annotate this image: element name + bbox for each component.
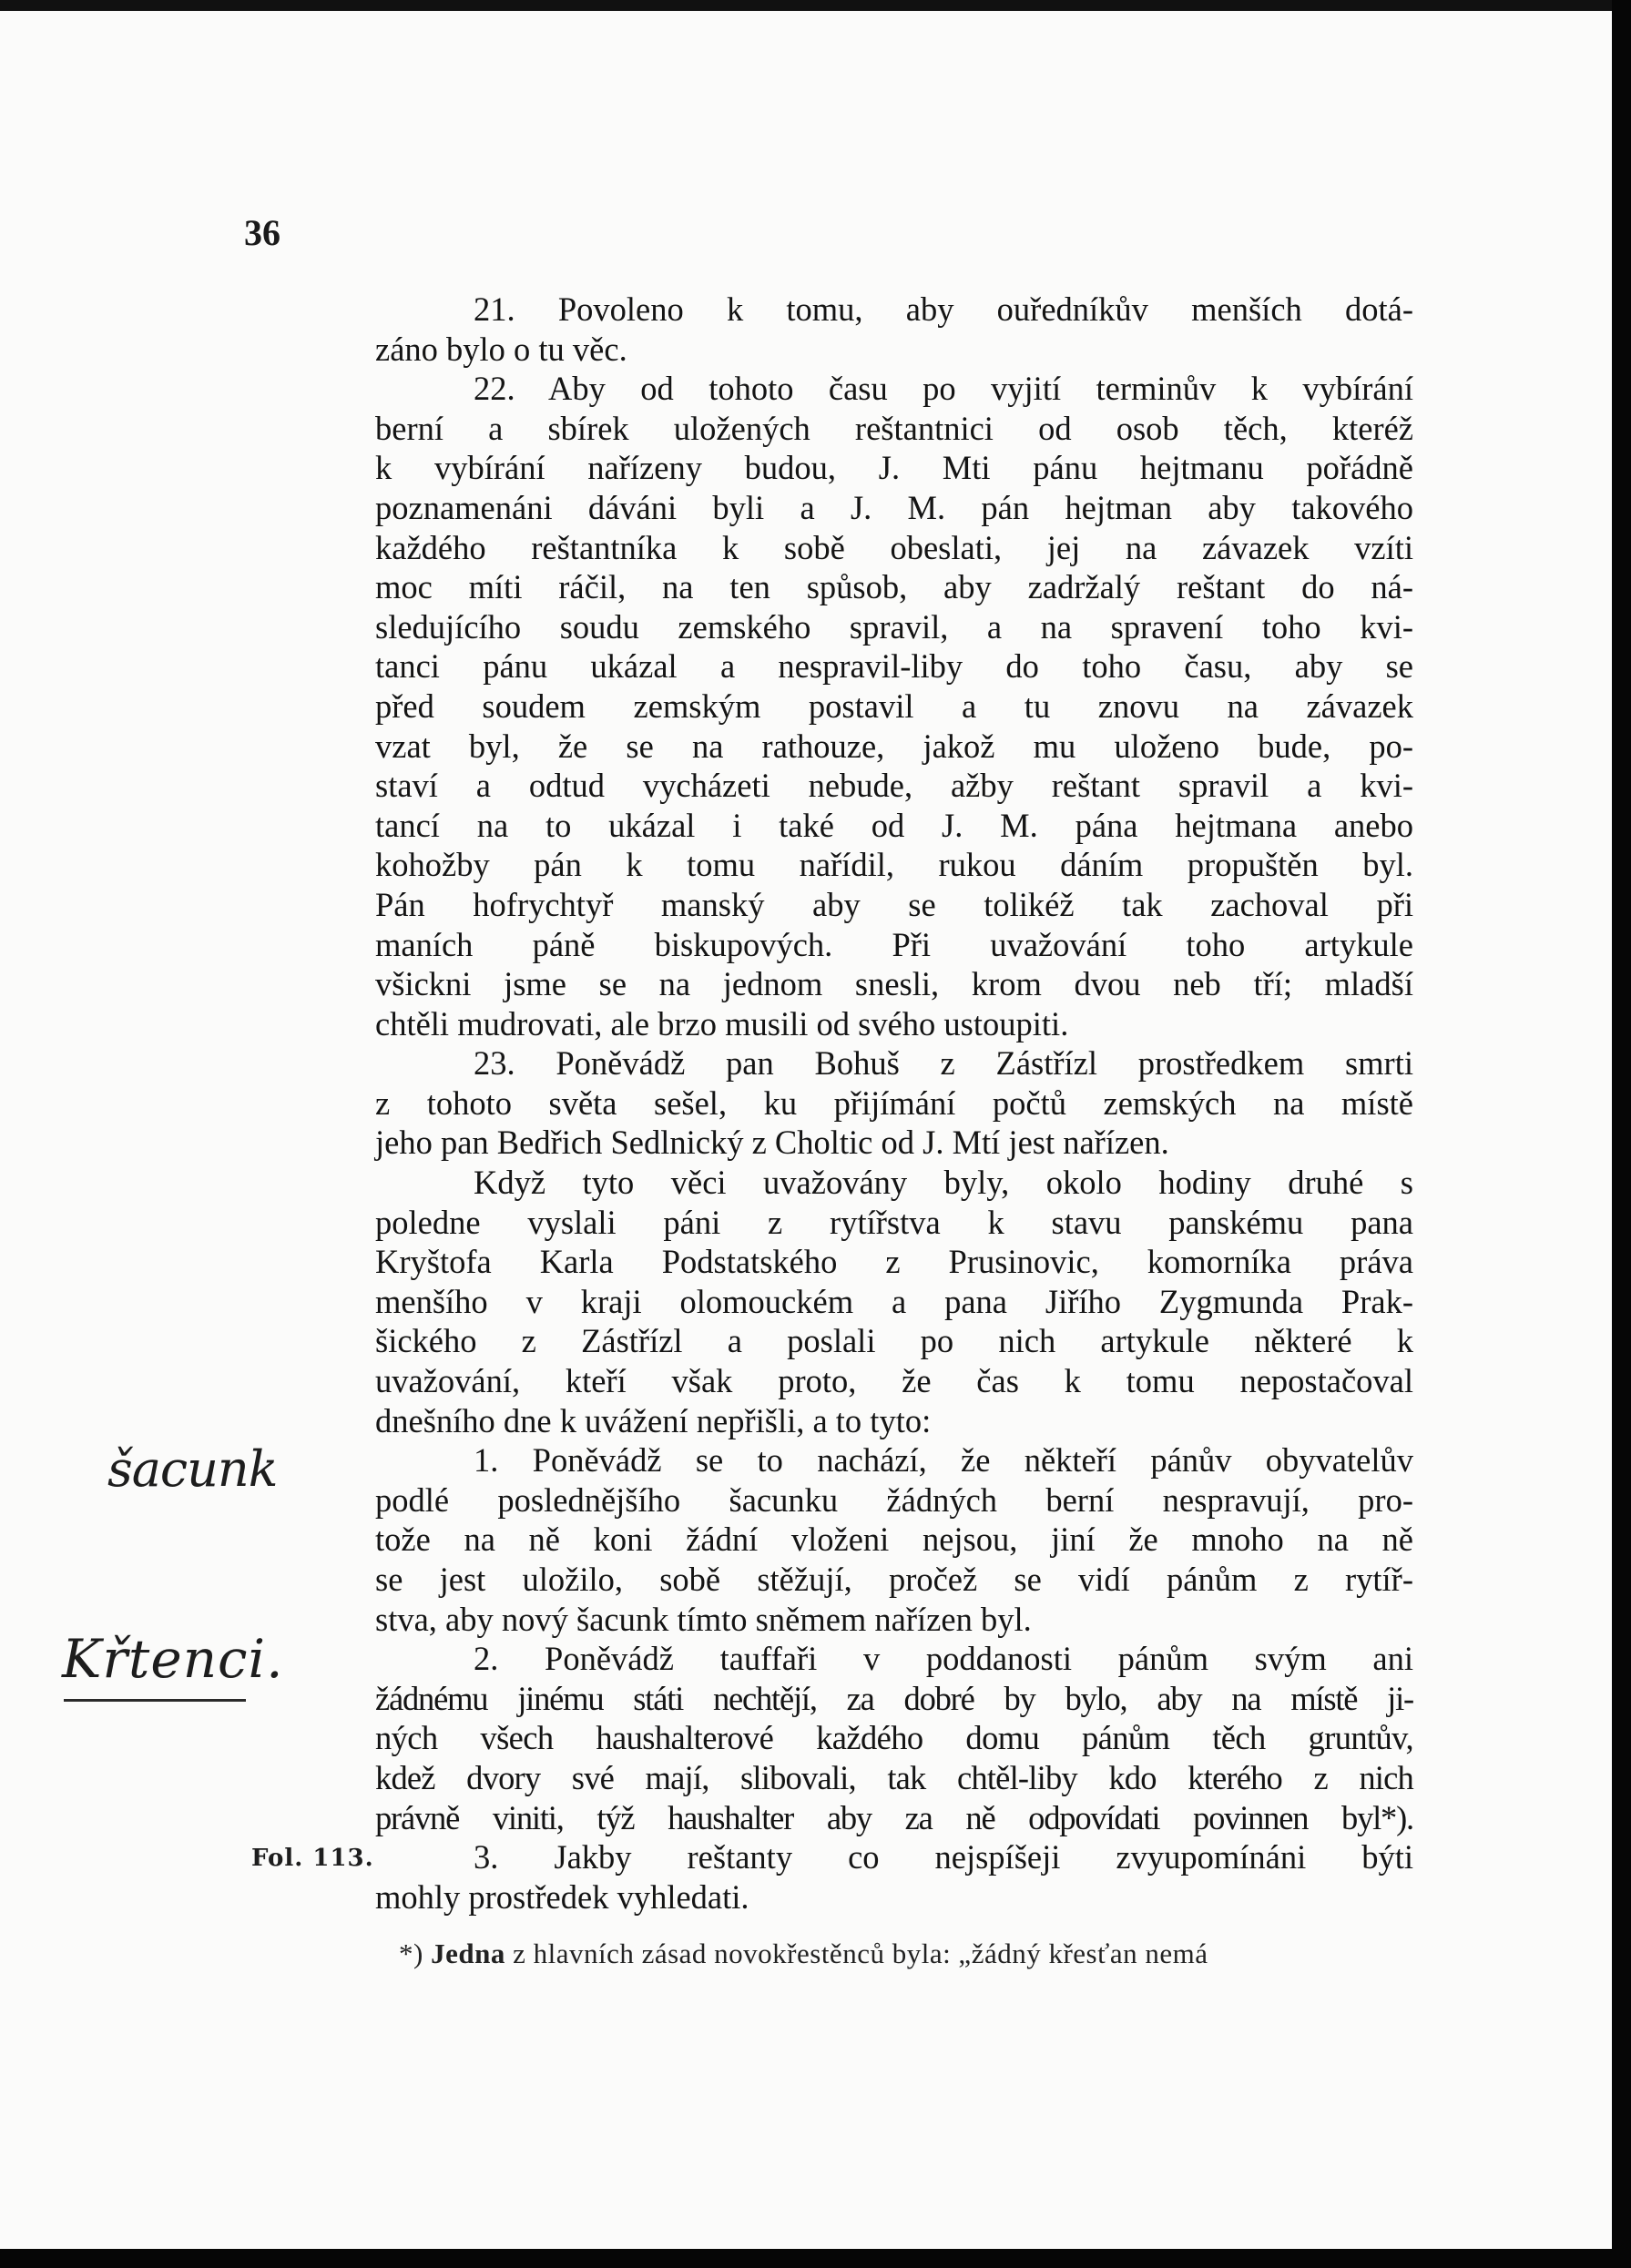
text-line: žádnému jinému státi nechtějí, za dobré by bylo, aby na místě ji-: [375, 1679, 1413, 1717]
text-line: moc míti ráčil, na ten spůsob, aby zadržalý reštant do ná-: [375, 568, 1413, 606]
text-line: vzat byl, že se na rathouze, jakož mu uloženo bude, po-: [375, 727, 1413, 765]
text-line: všickni jsme se na jednom snesli, krom dvou neb tří; mladší: [375, 965, 1413, 1003]
footnote-text: z hlavních zásad novokřestěnců byla: „žádný křesťan nemá: [513, 1937, 1208, 1969]
text-line: poledne vyslali páni z rytířstva k stavu panskému pana: [375, 1203, 1413, 1241]
handwritten-underline: [64, 1699, 246, 1702]
paragraph-23: [375, 1043, 1413, 1163]
text-line: Kryštofa Karla Podstatského z Prusinovic, komorníka práva: [375, 1243, 1413, 1281]
text-line: staví a odtud vycházeti nebude, ažby reštant spravil a kvi-: [375, 767, 1413, 805]
text-line: stva, aby nový šacunk tímto sněmem nařízen byl.: [375, 1600, 1032, 1638]
margin-note-sacunk: šacunk: [107, 1440, 278, 1498]
body-text: [375, 290, 1413, 1917]
text-line: před soudem zemským postavil a tu znovu na závazek: [375, 687, 1413, 725]
text-line: kohožby pán k tomu nařídil, rukou dáním propuštěn byl.: [375, 846, 1413, 884]
text-line: 21. Povoleno k tomu, aby ouředníkův menších dotá-: [474, 290, 1413, 328]
article-3: [375, 1837, 1413, 1917]
margin-note-folio: Fol. 113.: [251, 1845, 374, 1872]
text-line: jeho pan Bedřich Sedlnický z Choltic od J. Mtí jest nařízen.: [375, 1124, 1169, 1162]
scan-top-edge: [0, 0, 1612, 11]
text-line: uvažování, kteří však proto, že čas k tomu nepostačoval: [375, 1362, 1413, 1400]
margin-note-krtenci: Křtenci.: [62, 1628, 284, 1690]
text-line: tože na ně koni žádní vloženi nejsou, jiní že mnoho na ně: [375, 1520, 1413, 1559]
text-line: maních páně biskupových. Při uvažování toho artykule: [375, 925, 1413, 963]
text-line: k vybírání nařízeny budou, J. Mti pánu hejtmanu pořádně: [375, 449, 1413, 487]
text-line: 23. Poněvádž pan Bohuš z Zástřízl prostředkem smrti: [474, 1044, 1413, 1083]
text-line: Pán hofrychtyř manský aby se tolikéž tak zachoval při: [375, 885, 1413, 923]
text-line: menšího v kraji olomouckém a pana Jiřího Zygmunda Prak-: [375, 1282, 1413, 1320]
text-line: záno bylo o tu věc.: [375, 330, 627, 368]
text-line: z tohoto světa sešel, ku přijímání počtů zemských na místě: [375, 1083, 1413, 1122]
paragraph-21: [375, 290, 1413, 369]
footnote: [399, 1937, 1410, 1970]
text-line: každého reštantníka k sobě obeslati, jej na závazek vzíti: [375, 528, 1413, 566]
text-line: mohly prostředek vyhledati.: [375, 1877, 749, 1916]
text-line: právně viniti, týž haushalter aby za ně odpovídati povinnen byl*).: [375, 1798, 1413, 1836]
text-line: tanci pánu ukázal a nespravil-liby do toho času, aby se: [375, 647, 1413, 686]
text-line: sledujícího soudu zemského spravil, a na spravení toho kvi-: [375, 607, 1413, 646]
paragraph-kdyz: [375, 1163, 1413, 1440]
footnote-lead: Jedna: [431, 1937, 505, 1969]
text-line: se jest uložilo, sobě stěžují, pročež se vidí pánům z rytíř-: [375, 1561, 1413, 1598]
text-line: 2. Poněvádž tauffaři v poddanosti pánům svým ani: [474, 1640, 1413, 1678]
text-line: kdež dvory své mají, slibovali, tak chtěl-liby kdo kterého z nich: [375, 1758, 1413, 1796]
text-line: 3. Jakby reštanty co nejspíšeji zvyupomínáni býti: [474, 1838, 1413, 1876]
text-line: ných všech haushalterové každého domu pánům těch gruntův,: [375, 1719, 1413, 1757]
paragraph-22: [375, 369, 1413, 1043]
text-line: tancí na to ukázal i také od J. M. pána hejtmana anebo: [375, 806, 1413, 844]
text-line: podlé poslednějšího šacunku žádných berní nespravují, pro-: [375, 1480, 1413, 1519]
text-line: chtěli mudrovati, ale brzo musili od svého ustoupiti.: [375, 1004, 1069, 1042]
text-line: poznamenáni dáváni byli a J. M. pán hejtman aby takového: [375, 488, 1413, 526]
text-line: šického z Zástřízl a poslali po nich artykule některé k: [375, 1322, 1413, 1360]
text-line: dnešního dne k uvážení nepřišli, a to tyto:: [375, 1401, 932, 1439]
text-line: Když tyto věci uvažovány byly, okolo hodiny druhé s: [474, 1164, 1413, 1202]
text-line: 22. Aby od tohoto času po vyjití terminův k vybírání: [474, 370, 1413, 408]
page-number: 36: [244, 212, 280, 253]
text-line: 1. Poněvádž se to nachází, že někteří pánův obyvatelův: [474, 1441, 1413, 1480]
article-1: [375, 1440, 1413, 1639]
article-2: [375, 1639, 1413, 1837]
footnote-mark: *): [399, 1937, 423, 1969]
text-line: berní a sbírek uložených reštantnici od osob těch, kteréž: [375, 409, 1413, 447]
